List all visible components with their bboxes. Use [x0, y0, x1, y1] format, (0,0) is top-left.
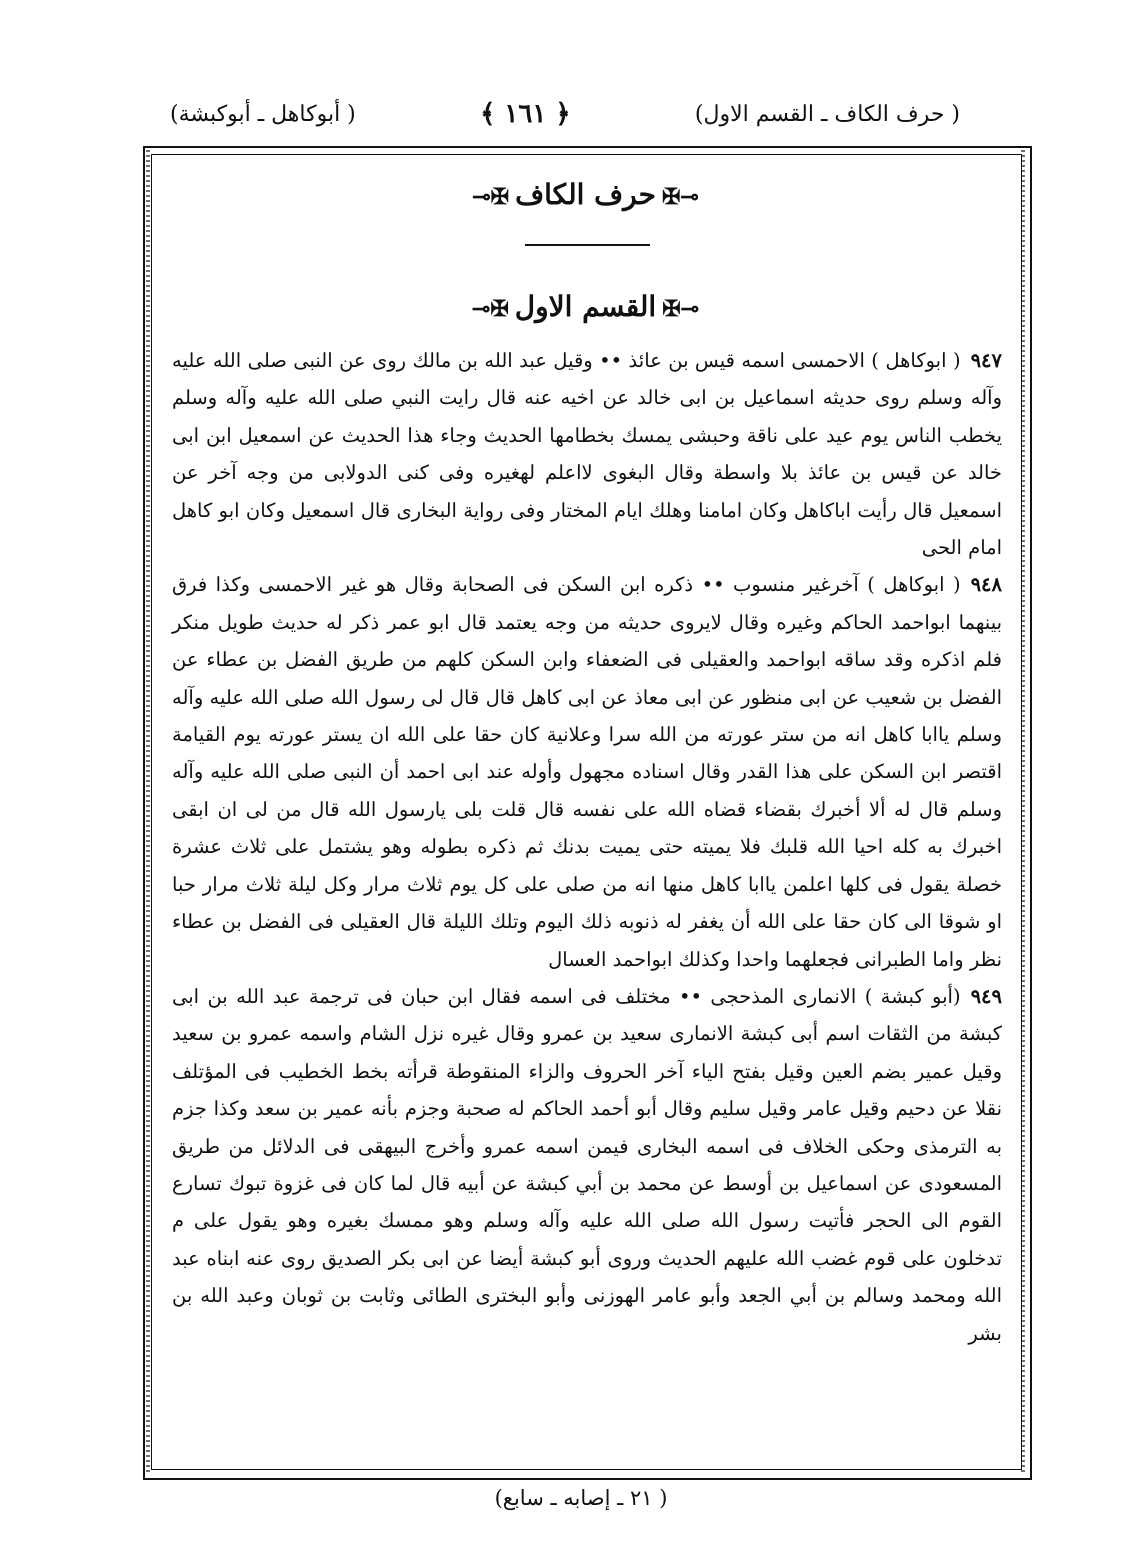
frame-hatching-right — [1021, 150, 1025, 1472]
signature-footer: ( ٢١ ـ إصابه ـ سابع) — [494, 1486, 668, 1510]
ornament-icon: ✠⟜ — [472, 183, 510, 210]
entry — [172, 342, 1002, 566]
entry-text: (أبو كبشة ) الانمارى المذحجى •• مختلف فى اسمه فقال ابن حبان فى ترجمة عبد الله بن ابى كبشة من الثقات اسم أبى كبشة الانمارى سعيد بن عمرو وقال غيره نزل الشام واسمه عمرو بن سعيد وقيل عمير بضم العين وقيل بفتح الياء آخر الحروف والزاء المنقوطة قرأته بخط الخطيب فى المؤتلف نقلا عن دحيم وقيل عامر وقيل سليم وقال أبو أحمد الحاكم له صحبة وجزم بأنه عمير بن سعد وكذا جزم به الترمذى وحكى الخلاف فى اسمه البخارى فيمن اسمه عمرو وأخرج البيهقى فى الدلائل من طريق المسعودى عن اسماعيل بن أوسط عن محمد بن أبي كبشة عن أبيه قال لما كان فى غزوة تبوك تسارع القوم الى الحجر فأتيت رسول الله صلى الله عليه وآله وسلم وهو ممسك بغيره وهو يقول على م تدخلون على قوم غضب الله عليهم الحديث وروى أبو كبشة أيضا عن ابى بكر الصديق روى عنه ابناه عبد الله ومحمد وسالم بن أبي الجعد وأبو عامر الهوزنى وأبو البخترى الطائى وثابت بن ثوبان وعبد الله بن بشر — [172, 984, 1002, 1345]
entry-number: ٩٤٨ — [970, 573, 1002, 597]
entries-body — [172, 342, 1002, 1462]
entry-text: ( ابوكاهل ) الاحمسى اسمه قيس بن عائذ •• وقيل عبد الله بن مالك روى عن النبى صلى الله عليه وآله وسلم روى حديثه اسماعيل بن ابى خالد عن اخيه عنه قال رايت النبي صلى الله عليه وآله وسلم يخطب الناس يوم عيد على ناقة وحبشى يمسك بخطامها الحديث وجاء هذا الحديث عن اسمعيل ابن ابى خالد عن قيس بن عائذ بلا واسطة وقال البغوى لااعلم لهغيره وفى كنى الدولابى من وجه آخر عن اسمعيل قال رأيت اباكاهل وكان امامنا وهلك ايام المختار وفى رواية البخارى قال اسمعيل وكان ابو كاهل امام الحى — [172, 349, 1002, 560]
section-title — [151, 290, 1020, 323]
ornament-icon: ⊸✠ — [661, 183, 699, 210]
ornament-icon: ✠⟜ — [471, 295, 509, 322]
frame-hatching-left — [146, 150, 150, 1472]
page-number: ﴿ ١٦١ ﴾ — [480, 99, 571, 129]
ornament-icon: ⊸✠ — [662, 295, 700, 322]
entry — [172, 978, 1002, 1352]
entry-text: ( ابوكاهل ) آخرغير منسوب •• ذكره ابن السكن فى الصحابة وقال هو غير الاحمسى وكذا فرق بينهما ابواحمد الحاكم وغيره وقال لايروى حديثه من وجه يعتمد قال ابو عمر ذكر له حديث طويل منكر فلم اذكره وقد ساقه ابواحمد والعقيلى فى الضعفاء وابن السكن كلهم من طريق الفضل بن عطاء عن الفضل بن شعيب عن ابى منظور عن ابى معاذ عن ابى كاهل قال قال لى رسول الله صلى الله عليه وآله وسلم ياابا كاهل انه من ستر عورته من الله سرا وعلانية كان حقا على الله ان يستر عورته يوم القيامة اقتصر ابن السكن على هذا القدر وقال اسناده مجهول وأوله عند ابى احمد أن النبى صلى الله عليه وآله وسلم قال له ألا أخبرك بقضاء قضاه الله على نفسه قال قلت بلى يارسول الله قال من لى ان ابقى اخبرك به كله احيا الله قلبك فلا يميته حتى يميت بدنك ثم ذكره بطوله وهو يشتمل على ثلاث عشرة خصلة يقول فى كلها اعلمن ياابا كاهل منها انه من صلى على كل يوم ثلاث مرار وكل ليلة ثلاث مرار حبا او شوقا الى كان حقا على الله أن يغفر له ذنوبه ذلك اليوم وتلك الليلة قال العقيلى فى الفضل بن عطاء نظر واما الطبرانى فجعلهما واحدا وكذلك ابواحمد العسال — [172, 573, 1002, 971]
entry — [172, 566, 1002, 977]
entry-number: ٩٤٧ — [970, 349, 1002, 372]
chapter-title-text: حرف الكاف — [515, 178, 656, 211]
running-header — [170, 92, 960, 136]
header-entry-range: ( أبوكاهل ـ أبوكبشة) — [170, 101, 356, 127]
divider-rule — [525, 244, 650, 246]
entry-number: ٩٤٩ — [970, 984, 1002, 1008]
section-title-text: القسم الاول — [514, 290, 657, 323]
header-chapter-label: ( حرف الكاف ـ القسم الاول) — [694, 101, 960, 127]
chapter-title — [151, 178, 1020, 211]
